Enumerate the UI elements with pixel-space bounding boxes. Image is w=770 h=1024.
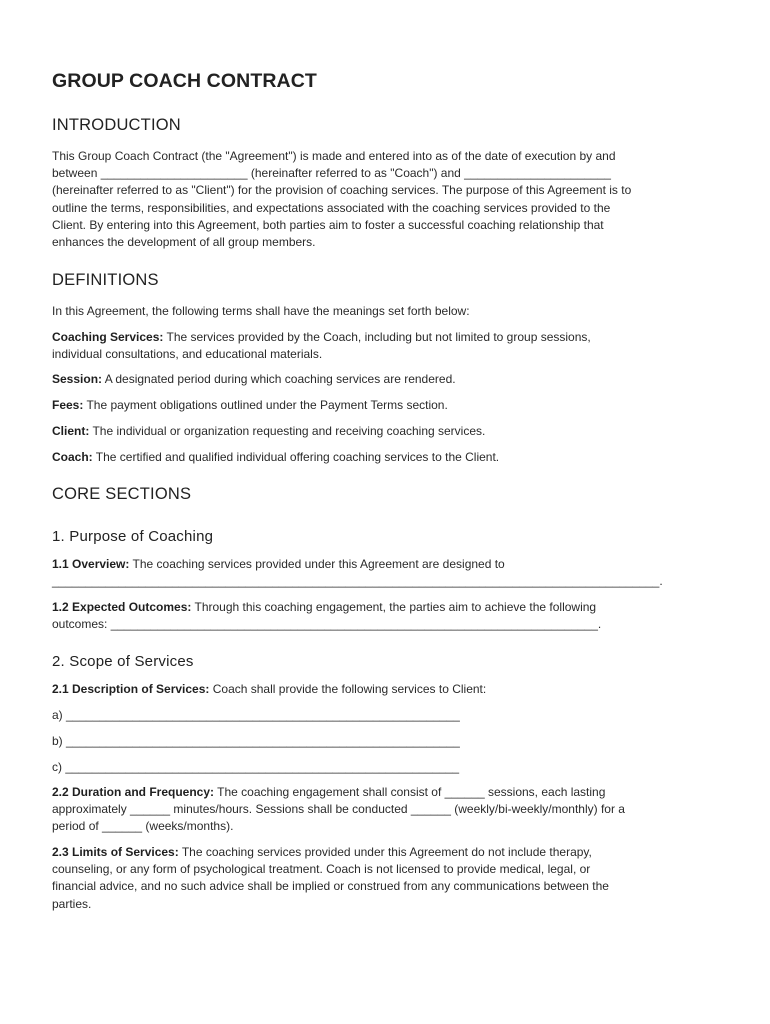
definition-text: A designated period during which coaching services are rendered. xyxy=(102,372,456,386)
clause-term: 2.2 Duration and Frequency: xyxy=(52,785,215,799)
definition-fees xyxy=(52,397,720,414)
duration-clause xyxy=(52,784,720,836)
clause-term: 2.3 Limits of Services: xyxy=(52,845,179,859)
clause-text: The coaching services provided under this Agreement are designed to ___________________________________________________________________________________________. xyxy=(52,557,663,589)
definitions-intro: In this Agreement, the following terms shall have the meanings set forth below: xyxy=(52,304,470,318)
purpose-heading: 1. Purpose of Coaching xyxy=(52,528,214,545)
definition-term: Session: xyxy=(52,372,103,386)
limits-clause xyxy=(52,844,720,913)
introduction-heading: INTRODUCTION xyxy=(52,116,181,134)
clause-text: The coaching services provided under this Agreement do not include therapy, counseling, or any form of psychological treatment. Coach is not licensed to provide medical, legal, or financial advice, and no such advice shall be implied or construed from any communications between the parties. xyxy=(52,845,609,911)
definition-term: Coaching Services: xyxy=(52,330,164,344)
clause-text: Through this coaching engagement, the parties aim to achieve the following outcomes: _________________________________________________________________________. xyxy=(52,600,602,632)
definition-client xyxy=(52,423,720,440)
clause-term: 2.1 Description of Services: xyxy=(52,682,210,696)
definition-text: The individual or organization requesting and receiving coaching services. xyxy=(89,424,486,438)
document-title: GROUP COACH CONTRACT xyxy=(52,70,317,92)
core-sections-heading: CORE SECTIONS xyxy=(52,485,192,503)
definition-text: The services provided by the Coach, including but not limited to group sessions, individual consultations, and educational materials. xyxy=(52,330,591,362)
definition-term: Client: xyxy=(52,424,90,438)
description-clause xyxy=(52,681,720,698)
definition-coach xyxy=(52,449,720,466)
clause-text: The coaching engagement shall consist of ______ sessions, each lasting approximately ______ minutes/hours. Sessions shall be conducted ______ (weekly/bi-weekly/monthly) for a period of ______ (weeks/months). xyxy=(52,785,625,834)
service-item-a: a) ___________________________________________________________ xyxy=(52,708,460,722)
definition-session xyxy=(52,371,720,388)
definition-term: Fees: xyxy=(52,398,84,412)
scope-heading: 2. Scope of Services xyxy=(52,653,194,670)
definitions-heading: DEFINITIONS xyxy=(52,271,159,289)
clause-term: 1.2 Expected Outcomes: xyxy=(52,600,192,614)
clause-term: 1.1 Overview: xyxy=(52,557,130,571)
introduction-paragraph: This Group Coach Contract (the "Agreement") is made and entered into as of the date of execution by and between ______________________ (hereinafter referred to as "Coach") and ______________________ (hereinafter referred to as "Client") for the provision of coaching services. The purpose of this Agreement is to outline the terms, responsibilities, and expectations associated with the coaching services provided to the Client. By entering into this Agreement, both parties aim to foster a successful coaching relationship that enhances the development of all group members. xyxy=(52,149,632,250)
definition-term: Coach: xyxy=(52,450,93,464)
overview-clause xyxy=(52,556,720,590)
expected-outcomes-clause xyxy=(52,599,720,633)
definition-coaching-services xyxy=(52,329,720,363)
service-item-b: b) ___________________________________________________________ xyxy=(52,734,460,748)
clause-text: Coach shall provide the following services to Client: xyxy=(209,682,487,696)
definition-text: The certified and qualified individual offering coaching services to the Client. xyxy=(92,450,500,464)
definition-text: The payment obligations outlined under the Payment Terms section. xyxy=(83,398,448,412)
service-item-c: c) ___________________________________________________________ xyxy=(52,760,460,774)
